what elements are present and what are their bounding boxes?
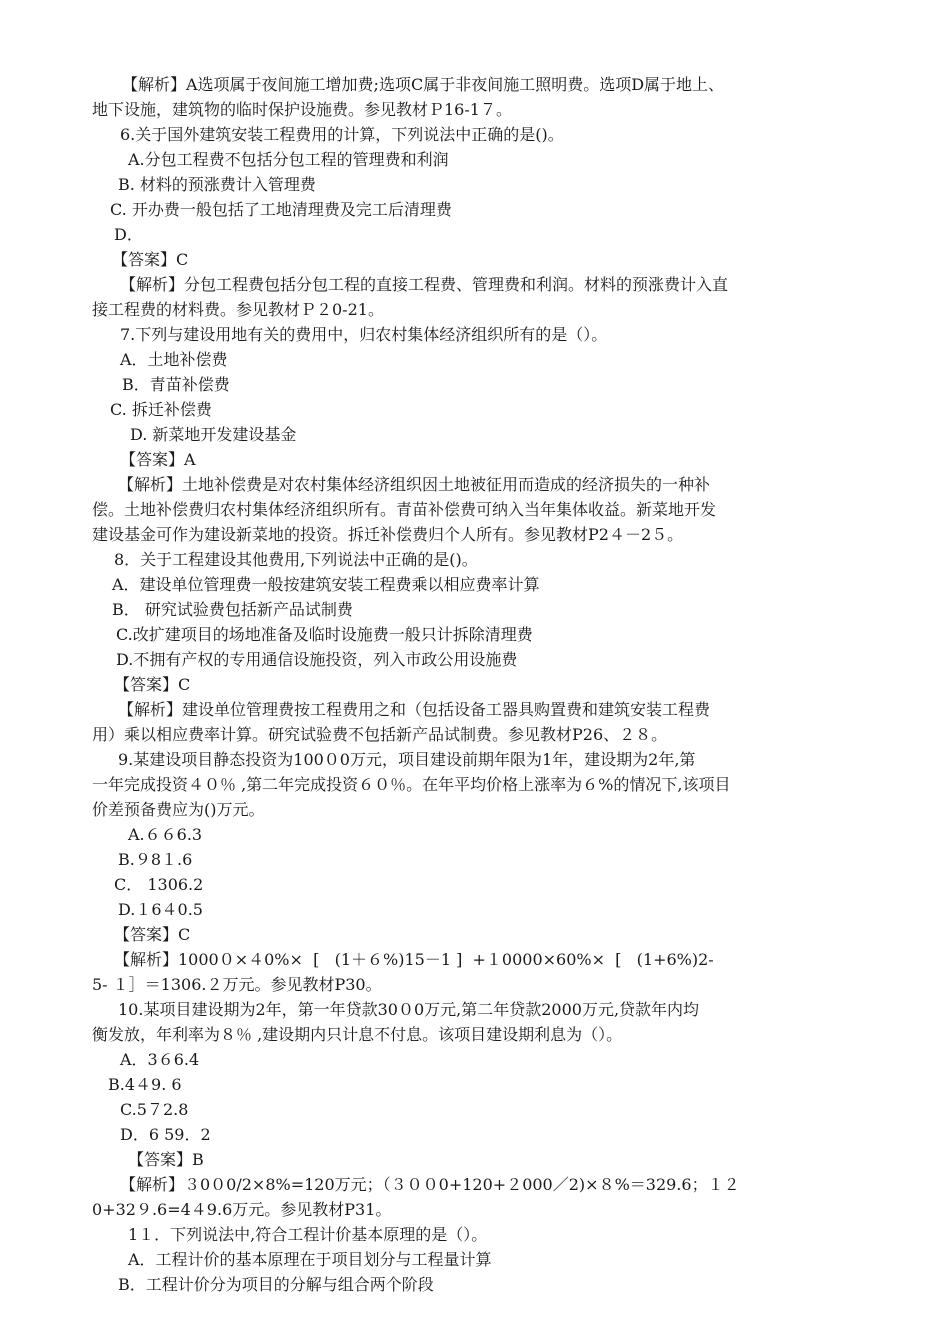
option-line: C. 拆迁补偿费 (110, 400, 212, 419)
question-stem: 价差预备费应为()万元。 (92, 800, 265, 819)
option-line: C.5７2.8 (120, 1100, 189, 1119)
text-line: 【解析】３0０0/2×8%=120万元；（３００0+120+２000／2)×８%＝329.6；１２ (120, 1175, 740, 1194)
text-line: 0+32９.6=4４9.6万元。参见教材P31。 (92, 1200, 392, 1219)
answer-line: 【答案】C (114, 925, 191, 944)
option-line: B． 研究试验费包括新产品试制费 (112, 600, 353, 619)
text-line: 【解析】建设单位管理费按工程费用之和（包括设备工器具购置费和建筑安装工程费 (118, 700, 711, 719)
option-line: A.６６6.3 (128, 825, 203, 844)
option-line: B.９8１.6 (118, 850, 193, 869)
option-line: B.4４9. 6 (108, 1075, 182, 1094)
option-line: B. 材料的预涨费计入管理费 (118, 175, 316, 194)
option-line: C. 开办费一般包括了工地清理费及完工后清理费 (110, 200, 452, 219)
text-line: 建设基金可作为建设新菜地的投资。拆迁补偿费归个人所有。参见教材P2４－2５。 (92, 525, 684, 544)
question-stem: 8．关于工程建设其他费用,下列说法中正确的是()。 (114, 550, 478, 569)
text-line: 5- １］＝1306.２万元。参见教材P30。 (92, 975, 382, 994)
question-stem: 6.关于国外建筑安装工程费用的计算，下列说法中正确的是()。 (120, 125, 564, 144)
text-line: 【解析】1000０×４0%× [ (1＋６%)15－1 ] +１0000×60%× [ (1+6%)2- (114, 950, 714, 969)
option-line: C． 1306.2 (114, 875, 204, 894)
option-line: A．3６6.4 (120, 1050, 200, 1069)
option-line: C.改扩建项目的场地准备及临时设施费一般只计拆除清理费 (116, 625, 533, 644)
question-stem: 7.下列与建设用地有关的费用中，归农村集体经济组织所有的是（）。 (120, 325, 608, 344)
option-line: A．土地补偿费 (120, 350, 228, 369)
option-line: D． (114, 225, 143, 244)
question-stem: 9.某建设项目静态投资为100０0万元，项目建设前期年限为1年，建设期为2年,第 (118, 750, 696, 769)
text-line: 用）乘以相应费率计算。研究试验费不包括新产品试制费。参见教材P26、２８。 (92, 725, 668, 744)
text-line: 【解析】A选项属于夜间施工增加费;选项C属于非夜间施工照明费。选项D属于地上、 (122, 75, 725, 94)
answer-line: 【答案】B (128, 1150, 204, 1169)
question-stem: 一年完成投资４０％ ,第二年完成投资６０％。在年平均价格上涨率为６%的情况下,该项目 (92, 775, 731, 794)
text-line: 【解析】土地补偿费是对农村集体经济组织因土地被征用而造成的经济损失的一种补 (118, 475, 711, 494)
option-line: A．工程计价的基本原理在于项目划分与工程量计算 (128, 1250, 492, 1269)
option-line: D. 新菜地开发建设基金 (130, 425, 297, 444)
option-line: A.分包工程费不包括分包工程的管理费和利润 (128, 150, 449, 169)
question-stem: 衡发放，年利率为８％ ,建设期内只计息不付息。该项目建设期利息为（）。 (92, 1025, 623, 1044)
question-stem: 1１．下列说法中,符合工程计价基本原理的是（）。 (128, 1225, 488, 1244)
option-line: B．工程计价分为项目的分解与组合两个阶段 (118, 1275, 434, 1294)
option-line: A．建设单位管理费一般按建筑安装工程费乘以相应费率计算 (112, 575, 540, 594)
answer-line: 【答案】C (112, 250, 189, 269)
option-line: D.１6４0.5 (118, 900, 203, 919)
text-line: 地下设施，建筑物的临时保护设施费。参见教材Ｐ16-1７。 (92, 100, 512, 119)
question-stem: 10.某项目建设期为2年，第一年贷款30０0万元,第二年贷款2000万元,贷款年内均 (118, 1000, 700, 1019)
text-line: 接工程费的材料费。参见教材Ｐ２0-21。 (92, 300, 384, 319)
option-line: D.不拥有产权的专用通信设施投资，列入市政公用设施费 (116, 650, 518, 669)
answer-line: 【答案】A (120, 450, 196, 469)
text-line: 【解析】分包工程费包括分包工程的直接工程费、管理费和利润。材料的预涨费计入直 (120, 275, 729, 294)
option-line: B．青苗补偿费 (122, 375, 230, 394)
text-line: 偿。土地补偿费归农村集体经济组织所有。青苗补偿费可纳入当年集体收益。新菜地开发 (92, 500, 717, 519)
option-line: D．6 59．2 (120, 1125, 211, 1144)
answer-line: 【答案】C (114, 675, 191, 694)
